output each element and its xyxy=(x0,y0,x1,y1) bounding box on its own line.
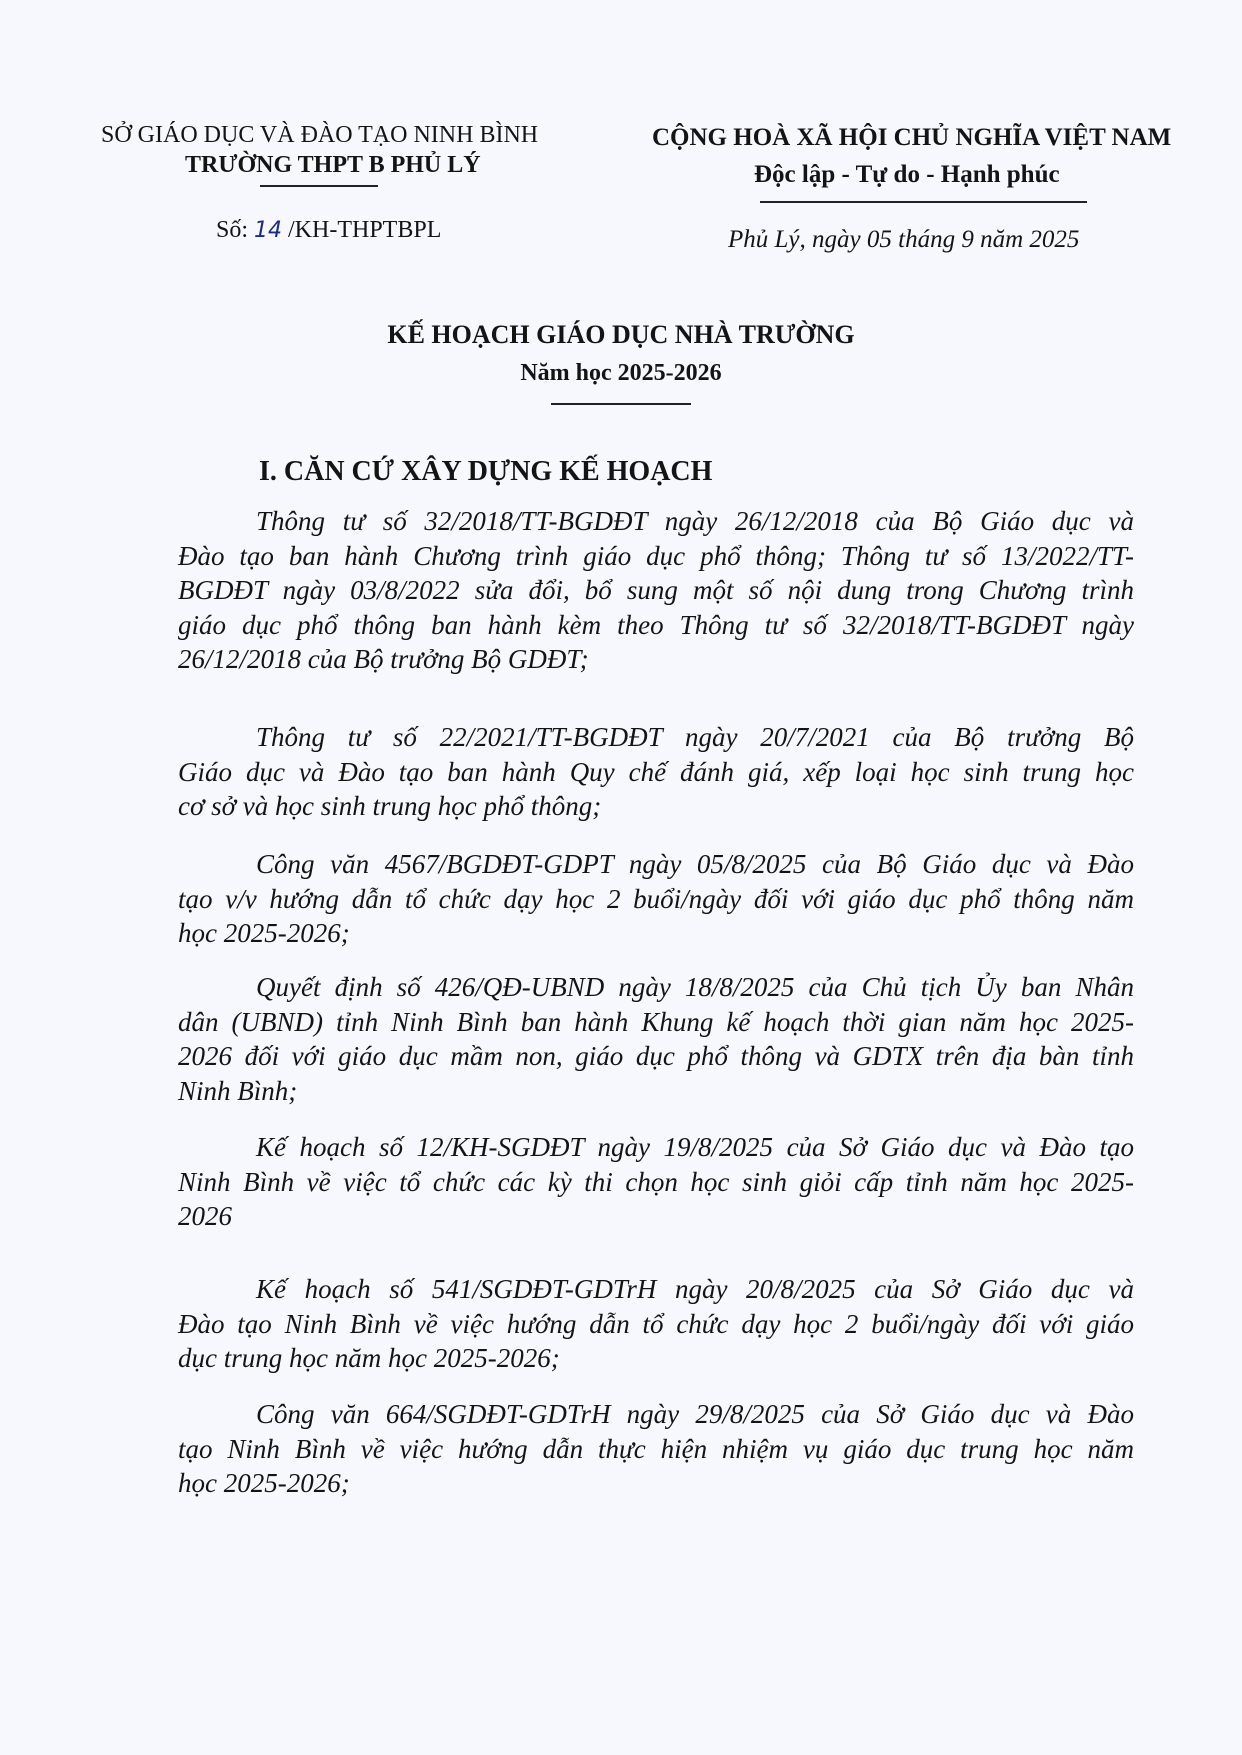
national-motto: Độc lập - Tự do - Hạnh phúc xyxy=(754,161,1060,188)
number-handwritten: 14 xyxy=(254,218,283,243)
paragraph-line: Ninh Bình về việc tổ chức các kỳ thi chọn học sinh giỏi cấp tỉnh năm học 2025- xyxy=(178,1166,1134,1197)
paragraph-line: Ninh Bình; xyxy=(178,1075,298,1106)
document-date: Phủ Lý, ngày 05 tháng 9 năm 2025 xyxy=(728,226,1080,253)
paragraph-line: Kế hoạch số 541/SGDĐT-GDTrH ngày 20/8/2025 của Sở Giáo dục và xyxy=(256,1274,1134,1304)
paragraph-line: BGDĐT ngày 03/8/2022 sửa đổi, bổ sung một số nội dung trong Chương trình xyxy=(178,575,1134,605)
document-number xyxy=(216,215,441,246)
section-heading: I. CĂN CỨ XÂY DỰNG KẾ HOẠCH xyxy=(259,456,713,487)
paragraph-1 xyxy=(178,504,1134,677)
national-title: CỘNG HOÀ XÃ HỘI CHỦ NGHĨA VIỆT NAM xyxy=(652,124,1172,151)
paragraph-line: Đào tạo ban hành Chương trình giáo dục phổ thông; Thông tư số 13/2022/TT- xyxy=(178,540,1134,571)
paragraph-2 xyxy=(178,720,1134,824)
paragraph-line: tạo Ninh Bình về việc hướng dẫn thực hiện nhiệm vụ giáo dục trung học năm xyxy=(178,1433,1134,1464)
paragraph-line: Giáo dục và Đào tạo ban hành Quy chế đánh giá, xếp loại học sinh trung học xyxy=(178,756,1134,787)
paragraph-line: Quyết định số 426/QĐ-UBND ngày 18/8/2025 của Chủ tịch Ủy ban Nhân xyxy=(256,972,1134,1002)
paragraph-line: 2026 xyxy=(178,1201,232,1231)
paragraph-4 xyxy=(178,970,1134,1108)
paragraph-line: giáo dục phổ thông ban hành kèm theo Thông tư số 32/2018/TT-BGDĐT ngày xyxy=(178,609,1134,640)
paragraph-line: cơ sở và học sinh trung học phổ thông; xyxy=(178,791,602,821)
number-suffix: /KH-THPTBPL xyxy=(288,217,442,243)
paragraph-line: Công văn 664/SGDĐT-GDTrH ngày 29/8/2025 của Sở Giáo dục và Đào xyxy=(256,1399,1134,1429)
school-name-underline xyxy=(260,185,378,187)
number-label: Số: xyxy=(216,217,249,243)
paragraph-line: 2026 đối với giáo dục mầm non, giáo dục phổ thông và GDTX trên địa bàn tỉnh xyxy=(178,1041,1134,1071)
national-motto-underline xyxy=(760,201,1087,203)
document-subtitle: Năm học 2025-2026 xyxy=(520,360,722,386)
paragraph-line: Thông tư số 22/2021/TT-BGDĐT ngày 20/7/2021 của Bộ trưởng Bộ xyxy=(256,722,1134,752)
paragraph-line: Kế hoạch số 12/KH-SGDĐT ngày 19/8/2025 của Sở Giáo dục và Đào tạo xyxy=(256,1132,1134,1162)
paragraph-3 xyxy=(178,847,1134,951)
paragraph-line: Đào tạo Ninh Bình về việc hướng dẫn tổ chức dạy học 2 buổi/ngày đối với giáo xyxy=(178,1308,1134,1339)
paragraph-line: 26/12/2018 của Bộ trưởng Bộ GDĐT; xyxy=(178,644,589,674)
paragraph-7 xyxy=(178,1397,1134,1501)
paragraph-line: dục trung học năm học 2025-2026; xyxy=(178,1343,560,1373)
title-underline xyxy=(551,403,691,405)
school-name: TRƯỜNG THPT B PHỦ LÝ xyxy=(185,152,481,178)
paragraph-6 xyxy=(178,1272,1134,1376)
document-title: KẾ HOẠCH GIÁO DỤC NHÀ TRƯỜNG xyxy=(387,320,855,349)
agency-name: SỞ GIÁO DỤC VÀ ĐÀO TẠO NINH BÌNH xyxy=(101,122,539,148)
paragraph-line: học 2025-2026; xyxy=(178,1468,350,1498)
paragraph-line: Thông tư số 32/2018/TT-BGDĐT ngày 26/12/2018 của Bộ Giáo dục và xyxy=(256,506,1134,536)
paragraph-line: Công văn 4567/BGDĐT-GDPT ngày 05/8/2025 của Bộ Giáo dục và Đào xyxy=(256,849,1134,879)
paragraph-5 xyxy=(178,1130,1134,1234)
paragraph-line: dân (UBND) tỉnh Ninh Bình ban hành Khung kế hoạch thời gian năm học 2025- xyxy=(178,1006,1134,1037)
paragraph-line: tạo v/v hướng dẫn tổ chức dạy học 2 buổi/ngày đối với giáo dục phổ thông năm xyxy=(178,883,1134,914)
paragraph-line: học 2025-2026; xyxy=(178,918,350,948)
